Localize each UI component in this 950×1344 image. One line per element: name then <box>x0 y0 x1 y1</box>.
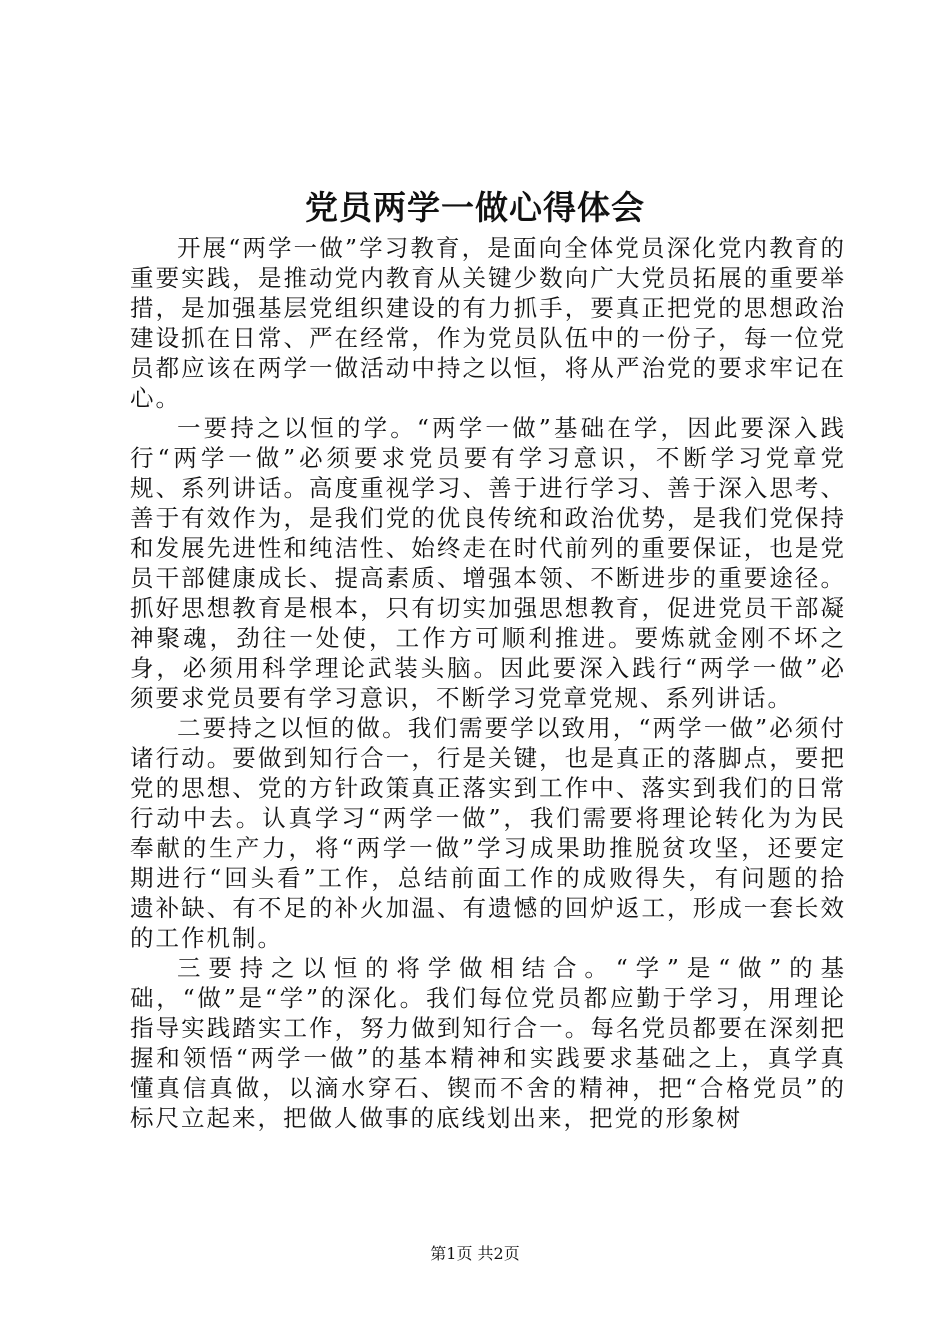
page-number-footer: 第1页 共2页 <box>430 1244 520 1263</box>
document-body <box>130 233 846 1133</box>
paragraph-intro: 开展“两学一做”学习教育，是面向全体党员深化党内教育的重要实践，是推动党内教育从关键少数向广大党员拓展的重要举措，是加强基层党组织建设的有力抓手，要真正把党的思想政治建设抓在日常、严在经常，作为党员队伍中的一份子，每一位党员都应该在两学一做活动中持之以恒，将从严治党的要求牢记在心。 <box>130 234 846 412</box>
paragraph-do: 二要持之以恒的做。我们需要学以致用，“两学一做”必须付诸行动。要做到知行合一，行是关键，也是真正的落脚点，要把党的思想、党的方针政策真正落实到工作中、落实到我们的日常行动中去。认真学习“两学一做”，我们需要将理论转化为为民奉献的生产力，将“两学一做”学习成果助推脱贫攻坚，还要定期进行“回头看”工作，总结前面工作的成败得失，有问题的拾遗补缺、有不足的补火加温、有遗憾的回炉返工，形成一套长效的工作机制。 <box>130 714 846 952</box>
document-title: 党员两学一做心得体会 <box>305 188 645 227</box>
paragraph-combine: 三要持之以恒的将学做相结合。“学”是“做”的基础，“做”是“学”的深化。我们每位党员都应勤于学习，用理论指导实践踏实工作，努力做到知行合一。每名党员都要在深刻把握和领悟“两学一做”的基本精神和实践要求基础之上，真学真懂真信真做，以滴水穿石、锲而不舍的精神，把“合格党员”的标尺立起来，把做人做事的底线划出来，把党的形象树 <box>130 954 846 1132</box>
paragraph-study: 一要持之以恒的学。“两学一做”基础在学，因此要深入践行“两学一做”必须要求党员要有学习意识，不断学习党章党规、系列讲话。高度重视学习、善于进行学习、善于深入思考、善于有效作为，是我们党的优良传统和政治优势，是我们党保持和发展先进性和纯洁性、始终走在时代前列的重要保证，也是党员干部健康成长、提高素质、增强本领、不断进步的重要途径。抓好思想教育是根本，只有切实加强思想教育，促进党员干部凝神聚魂，劲往一处使，工作方可顺利推进。要炼就金刚不坏之身，必须用科学理论武装头脑。因此要深入践行“两学一做”必须要求党员要有学习意识，不断学习党章党规、系列讲话。 <box>130 414 846 712</box>
